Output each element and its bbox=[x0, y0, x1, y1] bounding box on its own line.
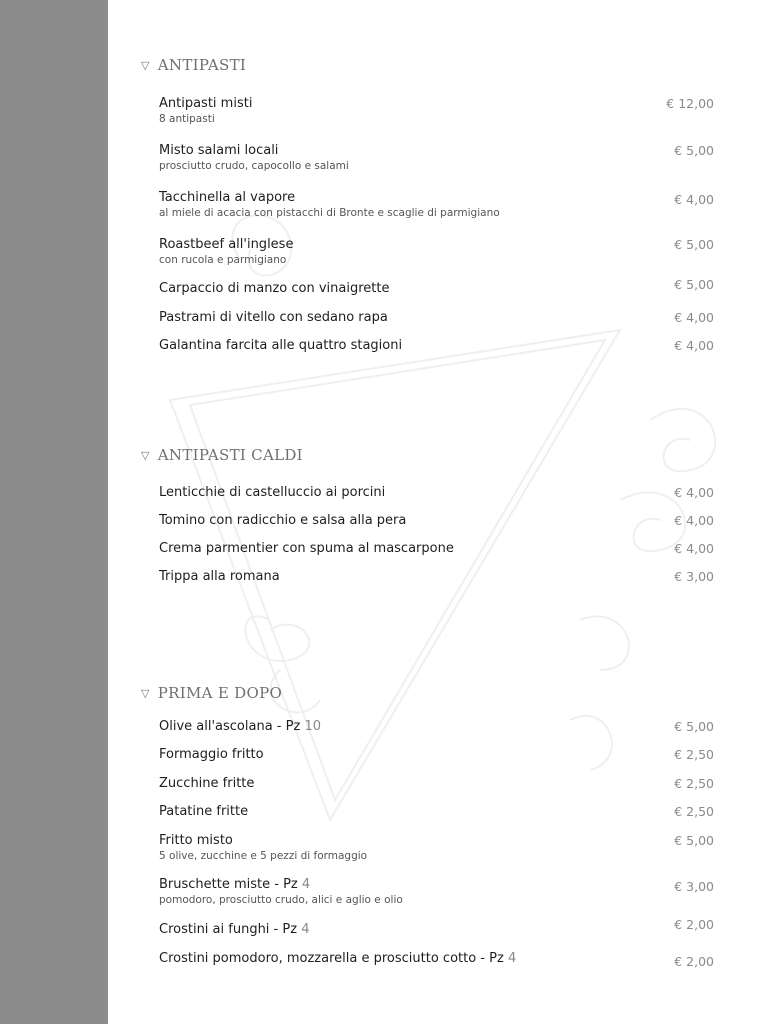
item-description: prosciutto crudo, capocollo e salami bbox=[159, 160, 349, 172]
menu-item bbox=[159, 310, 714, 326]
section-title-antipasti-caldi bbox=[141, 446, 303, 464]
item-price: € 5,00 bbox=[674, 143, 714, 158]
item-price: € 3,00 bbox=[674, 879, 714, 894]
item-description: al miele di acacia con pistacchi di Bronte e scaglie di parmigiano bbox=[159, 207, 500, 219]
item-name: Roastbeef all'inglese bbox=[159, 237, 294, 252]
menu-item bbox=[159, 747, 714, 763]
item-price: € 4,00 bbox=[674, 513, 714, 528]
item-name: Fritto misto bbox=[159, 833, 233, 848]
menu-item bbox=[159, 143, 714, 173]
triangle-down-icon: ▽ bbox=[141, 58, 150, 72]
item-name-text: Olive all'ascolana - Pz bbox=[159, 719, 301, 734]
item-price: € 2,50 bbox=[674, 747, 714, 762]
menu-item bbox=[159, 277, 714, 297]
item-name: Trippa alla romana bbox=[159, 569, 280, 584]
item-description: 5 olive, zucchine e 5 pezzi di formaggio bbox=[159, 850, 368, 862]
menu-item bbox=[159, 485, 714, 501]
menu-item bbox=[159, 237, 714, 267]
item-description: pomodoro, prosciutto crudo, alici e aglio e olio bbox=[159, 894, 403, 906]
item-name: Lenticchie di castelluccio ai porcini bbox=[159, 485, 386, 500]
item-name: Patatine fritte bbox=[159, 804, 249, 819]
item-price: € 12,00 bbox=[666, 96, 714, 111]
item-price: € 5,00 bbox=[674, 277, 714, 292]
item-name: Formaggio fritto bbox=[159, 747, 264, 762]
left-sidebar-band bbox=[0, 0, 108, 1024]
menu-item bbox=[159, 190, 714, 220]
item-name bbox=[159, 719, 714, 735]
item-piece-count: 10 bbox=[304, 719, 321, 734]
menu-item bbox=[159, 719, 714, 735]
item-price: € 4,00 bbox=[674, 541, 714, 556]
item-name: Zucchine fritte bbox=[159, 776, 255, 791]
section-title-prima-e-dopo bbox=[141, 684, 282, 702]
menu-item bbox=[159, 776, 714, 792]
item-description: 8 antipasti bbox=[159, 113, 215, 125]
item-price: € 2,00 bbox=[674, 917, 714, 932]
item-price: € 4,00 bbox=[674, 192, 714, 207]
item-name-text: Crostini ai funghi - Pz bbox=[159, 922, 298, 937]
menu-item bbox=[159, 96, 714, 126]
item-name-text: Bruschette miste - Pz bbox=[159, 877, 298, 892]
section-title-antipasti bbox=[141, 56, 246, 74]
menu-item bbox=[159, 833, 714, 863]
section-title-text: PRIMA E DOPO bbox=[157, 684, 283, 702]
menu-item bbox=[159, 877, 714, 907]
item-price: € 2,00 bbox=[674, 954, 714, 969]
item-price: € 5,00 bbox=[674, 719, 714, 734]
item-name: Misto salami locali bbox=[159, 143, 279, 158]
item-name bbox=[159, 951, 714, 967]
menu-item bbox=[159, 951, 714, 967]
menu-item bbox=[159, 804, 714, 820]
item-name: Antipasti misti bbox=[159, 96, 253, 111]
section-title-text: ANTIPASTI CALDI bbox=[157, 446, 303, 464]
item-piece-count: 4 bbox=[301, 877, 311, 892]
item-description: con rucola e parmigiano bbox=[159, 254, 287, 266]
item-piece-count: 4 bbox=[507, 951, 517, 966]
item-price: € 5,00 bbox=[674, 833, 714, 848]
menu-item bbox=[159, 569, 714, 585]
item-price: € 5,00 bbox=[674, 237, 714, 252]
item-price: € 3,00 bbox=[674, 569, 714, 584]
item-name-text: Crostini pomodoro, mozzarella e prosciutto cotto - Pz bbox=[159, 951, 504, 966]
section-title-text: ANTIPASTI bbox=[157, 56, 247, 74]
item-name: Tomino con radicchio e salsa alla pera bbox=[159, 513, 407, 528]
item-price: € 4,00 bbox=[674, 485, 714, 500]
item-name: Carpaccio di manzo con vinaigrette bbox=[159, 281, 390, 296]
item-piece-count: 4 bbox=[301, 922, 310, 937]
item-name: Tacchinella al vapore bbox=[159, 190, 296, 205]
menu-item bbox=[159, 917, 714, 938]
triangle-down-icon: ▽ bbox=[141, 686, 150, 700]
menu-item bbox=[159, 338, 714, 354]
item-name: Pastrami di vitello con sedano rapa bbox=[159, 310, 388, 325]
item-name: Crema parmentier con spuma al mascarpone bbox=[159, 541, 454, 556]
menu-item bbox=[159, 541, 714, 557]
item-name bbox=[159, 922, 714, 938]
menu-item bbox=[159, 513, 714, 529]
item-price: € 2,50 bbox=[674, 776, 714, 791]
item-name: Galantina farcita alle quattro stagioni bbox=[159, 338, 403, 353]
item-price: € 2,50 bbox=[674, 804, 714, 819]
triangle-down-icon: ▽ bbox=[141, 448, 150, 462]
item-price: € 4,00 bbox=[674, 310, 714, 325]
item-price: € 4,00 bbox=[674, 338, 714, 353]
item-name bbox=[159, 877, 714, 893]
